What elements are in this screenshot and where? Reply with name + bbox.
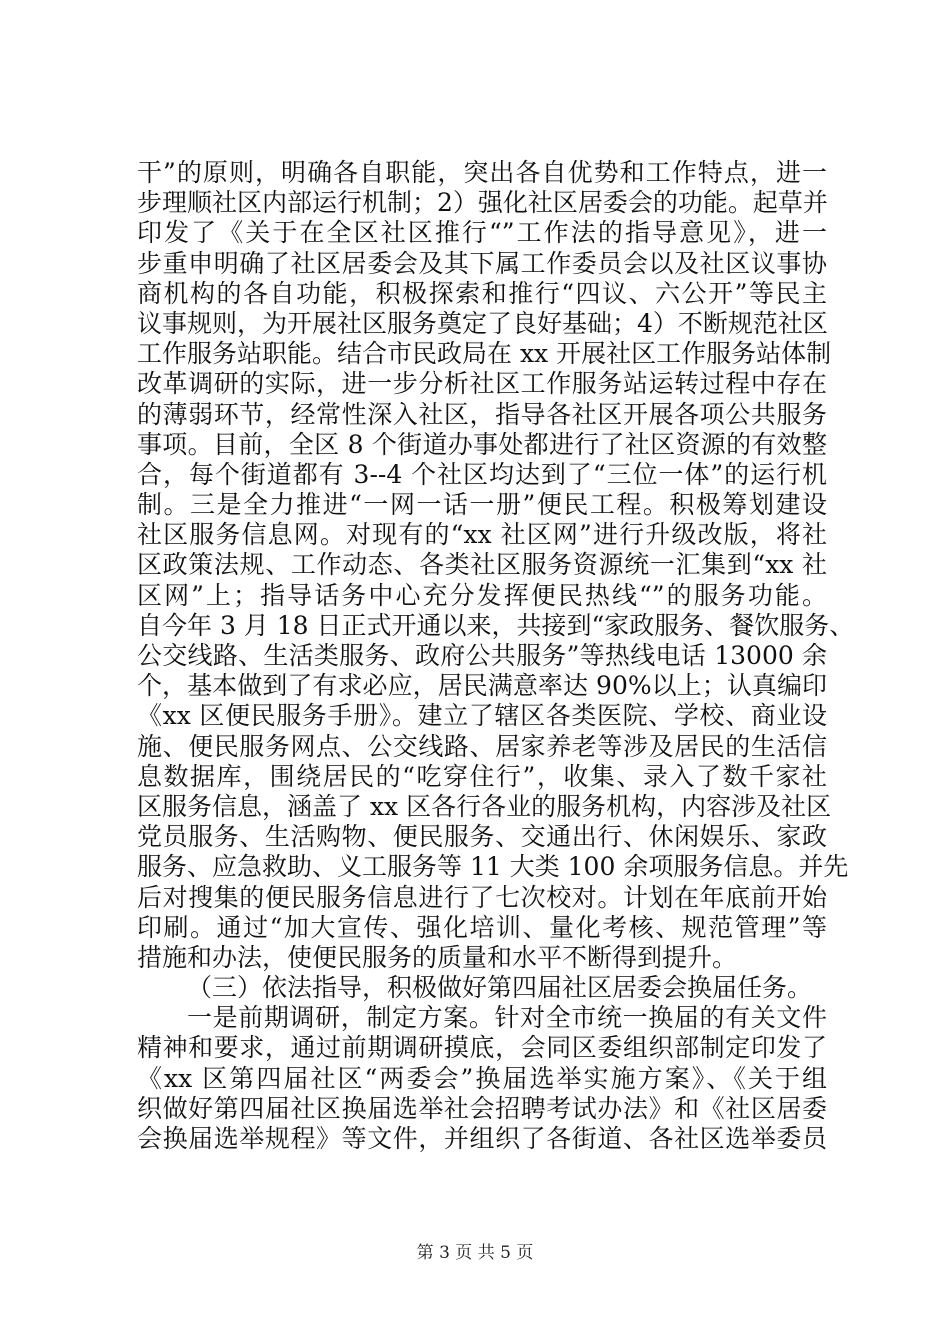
- text-line: 合，每个街道都有 3--4 个社区均达到了“三位一体”的运行机: [137, 459, 827, 489]
- text-line: 区服务信息，涵盖了 xx 区各行各业的服务机构，内容涉及社区: [137, 791, 832, 821]
- text-line: 干”的原则，明确各自职能，突出各自优势和工作特点，进一: [137, 158, 827, 187]
- text-line: 《xx 区第四届社区“两委会”换届选举实施方案》、《关于组: [137, 1063, 827, 1093]
- text-line: 印刷。通过“加大宣传、强化培训、量化考核、规范管理”等: [137, 912, 827, 942]
- paragraph-end-line: 措施和办法，使便民服务的质量和水平不断得到提升。: [137, 942, 738, 972]
- text-line: 《xx 区便民服务手册》。建立了辖区各类医院、学校、商业设: [137, 701, 827, 731]
- text-line: 息数据库，围绕居民的“吃穿住行”，收集、录入了数千家社: [137, 761, 827, 791]
- text-line: 区网”上；指导话务中心充分发挥便民热线“”的服务功能。: [137, 580, 827, 610]
- text-line: 印发了《关于在全区社区推行“”工作法的指导意见》，进一: [137, 218, 827, 248]
- text-line: 会换届选举规程》等文件，并组织了各街道、各社区选举委员: [137, 1124, 827, 1153]
- text-line: 商机构的各自功能，积极探索和推行“四议、六公开”等民主: [137, 278, 827, 308]
- text-line: 的薄弱环节，经常性深入社区，指导各社区开展各项公共服务: [137, 399, 827, 429]
- text-line: 后对搜集的便民服务信息进行了七次校对。计划在年底前开始: [137, 882, 827, 912]
- text-line: 服务、应急救助、义工服务等 11 大类 100 余项服务信息。并先: [137, 852, 849, 882]
- text-line: 步重申明确了社区居委会及其下属工作委员会以及社区议事协: [137, 248, 827, 278]
- text-line: 步理顺社区内部运行机制；2）强化社区居委会的功能。起草并: [137, 188, 828, 218]
- document-body: [137, 158, 855, 1154]
- text-line: 织做好第四届社区换届选举社会招聘考试办法》和《社区居委: [137, 1093, 827, 1123]
- text-line: 自今年 3 月 18 日正式开通以来，共接到“家政服务、餐饮服务、: [137, 610, 855, 640]
- text-line: 区政策法规、工作动态、各类社区服务资源统一汇集到“xx 社: [137, 550, 827, 580]
- text-line: 党员服务、生活购物、便民服务、交通出行、休闲娱乐、家政: [137, 822, 827, 852]
- page-indicator: 第 3 页 共 5 页: [416, 1243, 534, 1263]
- text-line: 改革调研的实际，进一步分析社区工作服务站运转过程中存在: [137, 369, 827, 399]
- text-line: 事项。目前，全区 8 个街道办事处都进行了社区资源的有效整: [137, 429, 827, 459]
- section-heading: （三）依法指导，积极做好第四届社区居委会换届任务。: [187, 973, 813, 1003]
- text-line: 制。三是全力推进“一网一话一册”便民工程。积极筹划建设: [137, 490, 827, 520]
- text-line: 公交线路、生活类服务、政府公共服务”等热线电话 13000 余: [137, 641, 827, 670]
- text-line: 施、便民服务网点、公交线路、居家养老等涉及居民的生活信: [137, 731, 827, 761]
- text-line: 议事规则，为开展社区服务奠定了良好基础；4）不断规范社区: [137, 308, 828, 338]
- text-line: 个，基本做到了有求必应，居民满意率达 90%以上；认真编印: [137, 671, 827, 701]
- text-line: 精神和要求，通过前期调研摸底，会同区委组织部制定印发了: [137, 1033, 827, 1063]
- text-line: 社区服务信息网。对现有的“xx 社区网”进行升级改版，将社: [137, 520, 827, 550]
- paragraph-first-line: 一是前期调研，制定方案。针对全市统一换届的有关文件: [187, 1003, 827, 1033]
- page-footer: [0, 1238, 950, 1263]
- text-line: 工作服务站职能。结合市民政局在 xx 开展社区工作服务站体制: [137, 339, 832, 369]
